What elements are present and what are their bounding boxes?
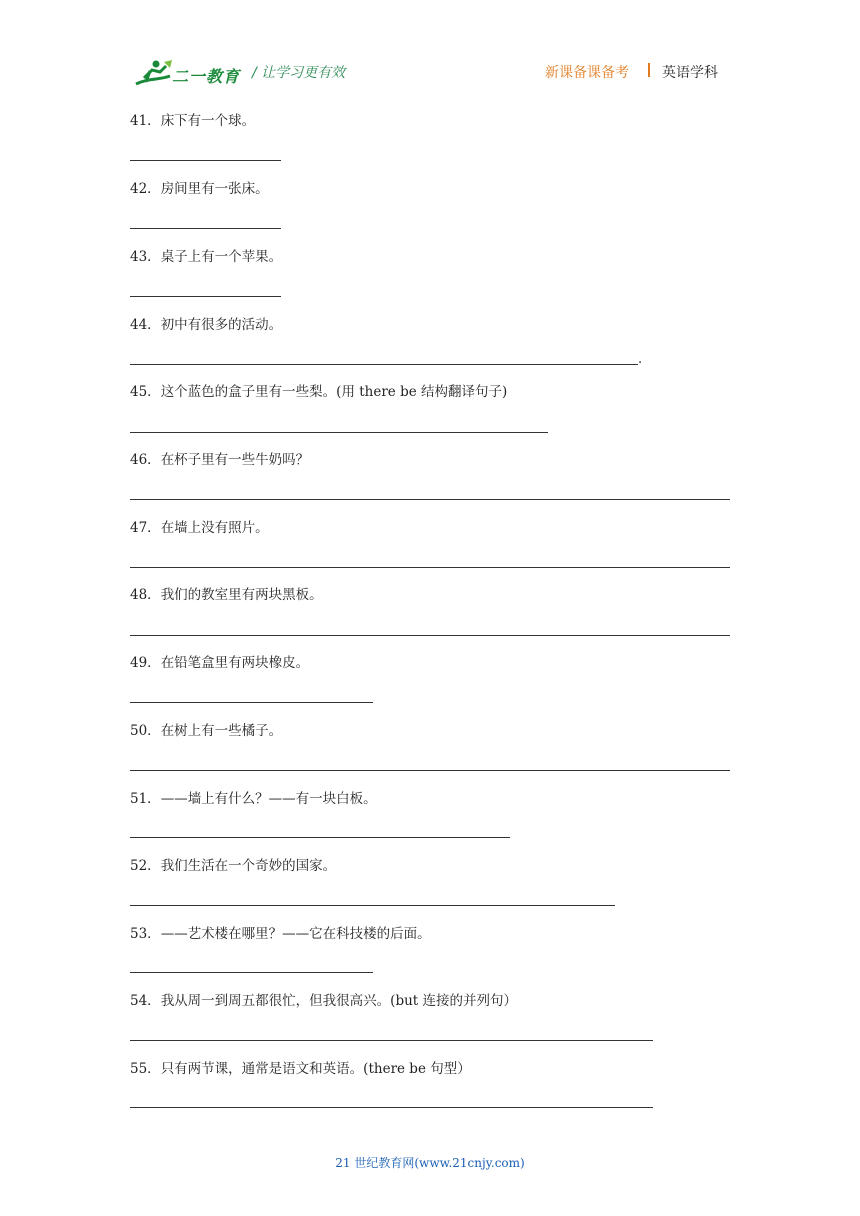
question-number: 50． xyxy=(130,723,161,739)
question-text: ——墙上有什么？——有一块白板。 xyxy=(160,791,377,807)
answer-line-41[interactable] xyxy=(130,160,281,161)
question-text: 初中有很多的活动。 xyxy=(160,317,283,333)
answer-line-54[interactable] xyxy=(130,1040,653,1041)
answer-line-43[interactable] xyxy=(130,296,281,297)
question-number: 49． xyxy=(130,655,161,671)
question-number: 43． xyxy=(130,249,161,265)
question-text: 在杯子里有一些牛奶吗？ xyxy=(160,452,310,468)
question-number: 55． xyxy=(130,1061,161,1077)
question-52 xyxy=(130,857,336,875)
question-number: 47． xyxy=(130,520,161,536)
question-text: 在铅笔盒里有两块橡皮。 xyxy=(160,655,310,671)
answer-line-55[interactable] xyxy=(130,1107,653,1108)
answer-line-53[interactable] xyxy=(130,972,373,973)
question-number: 45． xyxy=(130,384,161,400)
question-49 xyxy=(130,654,309,672)
question-text: ——艺术楼在哪里？——它在科技楼的后面。 xyxy=(160,926,431,942)
question-number: 42． xyxy=(130,181,161,197)
logo-text: 二一教育 xyxy=(172,67,241,86)
answer-line-47[interactable] xyxy=(130,567,730,568)
answer-line-45[interactable] xyxy=(130,432,548,433)
answer-line-52[interactable] xyxy=(130,905,615,906)
question-46 xyxy=(130,451,309,469)
question-53 xyxy=(130,925,431,943)
question-41 xyxy=(130,112,255,130)
question-text: 桌子上有一个苹果。 xyxy=(160,249,283,265)
question-number: 54． xyxy=(130,993,161,1009)
question-text: 只有两节课，通常是语文和英语。(there be 句型） xyxy=(160,1061,471,1077)
answer-line-49[interactable] xyxy=(130,702,373,703)
header-slogan: / 让学习更有效 xyxy=(252,65,346,81)
question-48 xyxy=(130,586,323,604)
answer-line-50[interactable] xyxy=(130,770,730,771)
question-45 xyxy=(130,383,507,401)
question-number: 53． xyxy=(130,926,161,942)
question-text: 在树上有一些橘子。 xyxy=(160,723,283,739)
question-54 xyxy=(130,992,517,1010)
question-number: 41． xyxy=(130,113,161,129)
question-text: 床下有一个球。 xyxy=(160,113,256,129)
question-text: 在墙上没有照片。 xyxy=(160,520,269,536)
answer-line-44[interactable] xyxy=(130,364,638,365)
answer-line-51[interactable] xyxy=(130,837,510,838)
question-50 xyxy=(130,722,282,740)
header-category: 新课备课备考 xyxy=(545,65,629,81)
answer-line-42[interactable] xyxy=(130,228,281,229)
header-divider xyxy=(648,63,650,77)
question-51 xyxy=(130,790,377,808)
question-text: 我从周一到周五都很忙，但我很高兴。(but 连接的并列句） xyxy=(160,993,518,1009)
question-number: 52． xyxy=(130,858,161,874)
question-47 xyxy=(130,519,269,537)
page-header xyxy=(0,0,860,100)
answer-line-48[interactable] xyxy=(130,635,730,636)
question-number: 46． xyxy=(130,452,161,468)
question-text: 我们生活在一个奇妙的国家。 xyxy=(160,858,337,874)
question-44 xyxy=(130,316,282,334)
question-43 xyxy=(130,248,282,266)
question-number: 51． xyxy=(130,791,161,807)
question-55 xyxy=(130,1060,471,1078)
page-footer[interactable]: 21 世纪教育网(www.21cnjy.com) xyxy=(335,1156,525,1170)
question-number: 44． xyxy=(130,317,161,333)
header-subject: 英语学科 xyxy=(662,65,718,81)
answer-line-46[interactable] xyxy=(130,499,730,500)
question-text: 我们的教室里有两块黑板。 xyxy=(160,587,323,603)
line-end-period: . xyxy=(638,352,643,367)
question-text: 这个蓝色的盒子里有一些梨。(用 there be 结构翻译句子) xyxy=(160,384,508,400)
question-42 xyxy=(130,180,269,198)
question-text: 房间里有一张床。 xyxy=(160,181,269,197)
question-number: 48． xyxy=(130,587,161,603)
